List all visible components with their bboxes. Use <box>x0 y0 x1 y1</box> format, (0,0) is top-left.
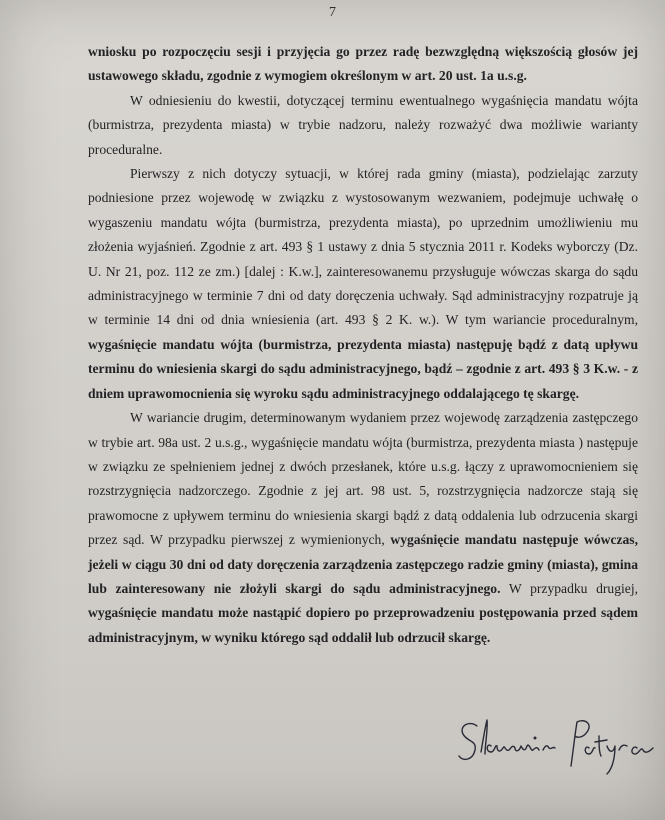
paragraph-2 <box>88 89 638 162</box>
paragraph-3 <box>88 162 638 406</box>
text-run: wniosku po rozpoczęciu sesji i przyjęcia go przez radę bezwzględną większością głosów jej ustawowego składu, zgodnie z wymogiem określonym w art. 20 ust. 1a u.s.g. <box>88 44 638 84</box>
text-run-bold: wygaśnięcie mandatu wójta (burmistrza, prezydenta miasta) następuję bądź z datą upływu terminu do wniesienia skargi do sądu administracyjnego, bądź – zgodnie z art. 493 § 3 K.w. - z dniem uprawomocnienia się wyroku sądu administracyjnego oddalającego tę skargę. <box>88 336 638 401</box>
text-run: W wariancie drugim, determinowanym wydaniem przez wojewodę zarządzenia zastępczego w trybie art. 98a ust. 2 u.s.g., wygaśnięcie mandatu wójta (burmistrza, prezydenta miasta ) następuje w związku ze spełnieniem jednej z dwóch przesłanek, które u.s.g. łączy z uprawomocnieniem się rozstrzygnięcia nadzorczego. Zgodnie z jej art. 98 ust. 5, rozstrzygnięcia nadzorcze stają się prawomocne z upływem terminu do wniesienia skargi bądź z datą oddalenia lub odrzucenia skargi przez sąd. W przypadku pierwszej z wymienionych, <box>88 410 638 548</box>
handwritten-signature <box>455 712 665 792</box>
page-number: 7 <box>329 5 336 20</box>
text-run: Pierwszy z nich dotyczy sytuacji, w której rada gminy (miasta), podzielając zarzuty podniesione przez wojewodę w związku z wystosowanym wezwaniem, podejmuje uchwałę o wygaszeniu mandatu wójta (burmistrza, prezydenta miasta), po uprzednim umożliwieniu mu złożenia wyjaśnień. Zgodnie z art. 493 § 1 ustawy z dnia 5 stycznia 2011 r. Kodeks wyborczy (Dz. U. Nr 21, poz. 112 ze zm.) [dalej : K.w.], zainteresowanemu przysługuje wówczas skarga do sądu administracyjnego w terminie 7 dni od daty doręczenia uchwały. Sąd administracyjny rozpatruje ją w terminie 14 dni od dnia wniesienia (art. 493 § 2 K. w.). W tym wariancie proceduralnym, <box>88 166 638 328</box>
text-run-bold: wygaśnięcie mandatu może nastąpić dopiero po przeprowadzeniu postępowania przed sądem administracyjnym, w wyniku którego sąd oddalił lub odrzucił skargę. <box>88 605 638 645</box>
paragraph-1 <box>88 40 638 89</box>
text-run-bold: wygaśnięcie mandatu następuje wówczas, jeżeli w ciągu 30 dni od daty doręczenia zarządzenia zastępczego radzie gminy (miasta), gmina lub zainteresowany nie złożyli skargi do sądu administracyjnego. <box>88 532 638 596</box>
text-run: W odniesieniu do kwestii, dotyczącej terminu ewentualnego wygaśnięcia mandatu wójta (burmistrza, prezydenta miasta) w trybie nadzoru, należy rozważyć dwa możliwie warianty proceduralne. <box>88 92 638 157</box>
body-text <box>88 40 638 650</box>
paragraph-4 <box>88 406 638 650</box>
text-run: W przypadku drugiej, <box>500 580 638 596</box>
